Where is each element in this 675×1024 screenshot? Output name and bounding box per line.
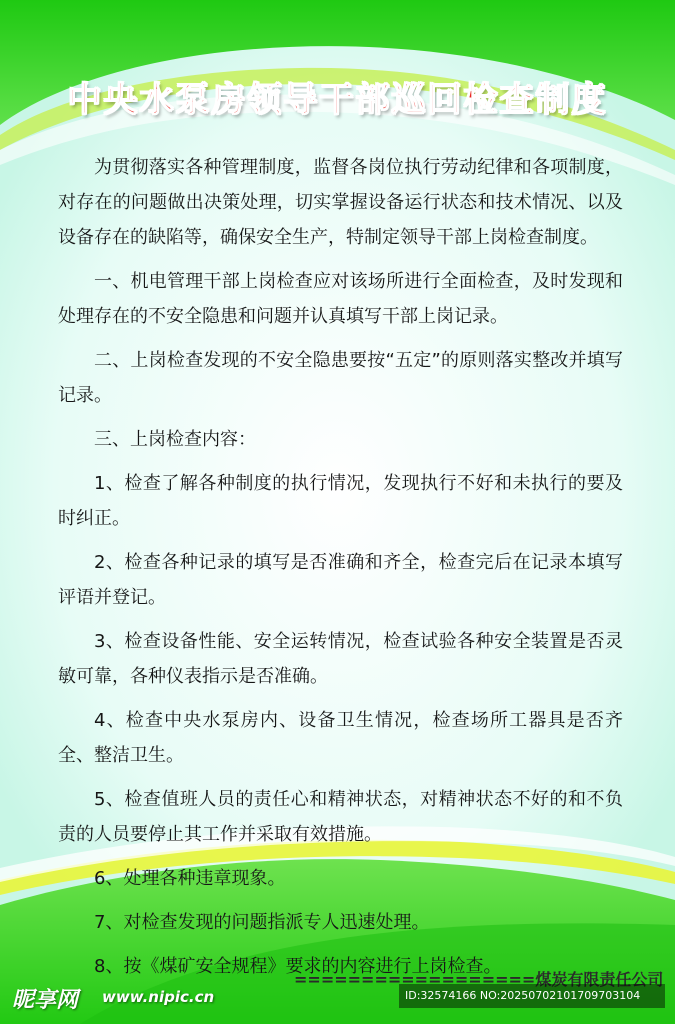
paragraph-sub-2: 2、检查各种记录的填写是否准确和齐全，检查完后在记录本填写评语并登记。	[58, 552, 623, 608]
paragraph-sub-6: 6、处理各种违章现象。	[94, 868, 286, 889]
paragraph-item-1: 一、机电管理干部上岗检查应对该场所进行全面检查，及时发现和处理存在的不安全隐患和问题并认真填写干部上岗记录。	[58, 271, 623, 327]
paragraph-sub-7: 7、对检查发现的问题指派专人迅速处理。	[94, 912, 430, 933]
paragraph-item-2: 二、上岗检查发现的不安全隐患要按“五定”的原则落实整改并填写记录。	[58, 350, 623, 406]
paragraph-sub-1: 1、检查了解各种制度的执行情况，发现执行不好和未执行的要及时纠正。	[58, 473, 623, 529]
page-title: 中央水泵房领导干部巡回检查制度	[67, 80, 608, 120]
paragraph-sub-5: 5、检查值班人员的责任心和精神状态，对精神状态不好的和不负责的人员要停止其工作并采取有效措施。	[58, 789, 623, 845]
paragraph-item-3: 三、上岗检查内容：	[94, 429, 256, 450]
watermark-logo: 昵享网	[12, 988, 79, 1013]
watermark-id-bar: ID:32574166 NO:20250702101709703104	[399, 984, 665, 1008]
paragraph-sub-8: 8、按《煤矿安全规程》要求的内容进行上岗检查。	[94, 956, 502, 977]
regulation-body	[58, 150, 623, 993]
company-signature: ==================煤炭有限责任公司	[294, 970, 664, 989]
paragraph-intro: 为贯彻落实各种管理制度，监督各岗位执行劳动纪律和各项制度，对存在的问题做出决策处理，切实掌握设备运行状态和技术情况、以及设备存在的缺陷等，确保安全生产，特制定领导干部上岗检查制度。	[58, 157, 623, 248]
paragraph-sub-4: 4、检查中央水泵房内、设备卫生情况，检查场所工器具是否齐全、整洁卫生。	[58, 710, 623, 766]
paragraph-sub-3: 3、检查设备性能、安全运转情况，检查试验各种安全装置是否灵敏可靠，各种仪表指示是否准确。	[58, 631, 623, 687]
watermark-url: www.nipic.cn	[102, 988, 215, 1006]
